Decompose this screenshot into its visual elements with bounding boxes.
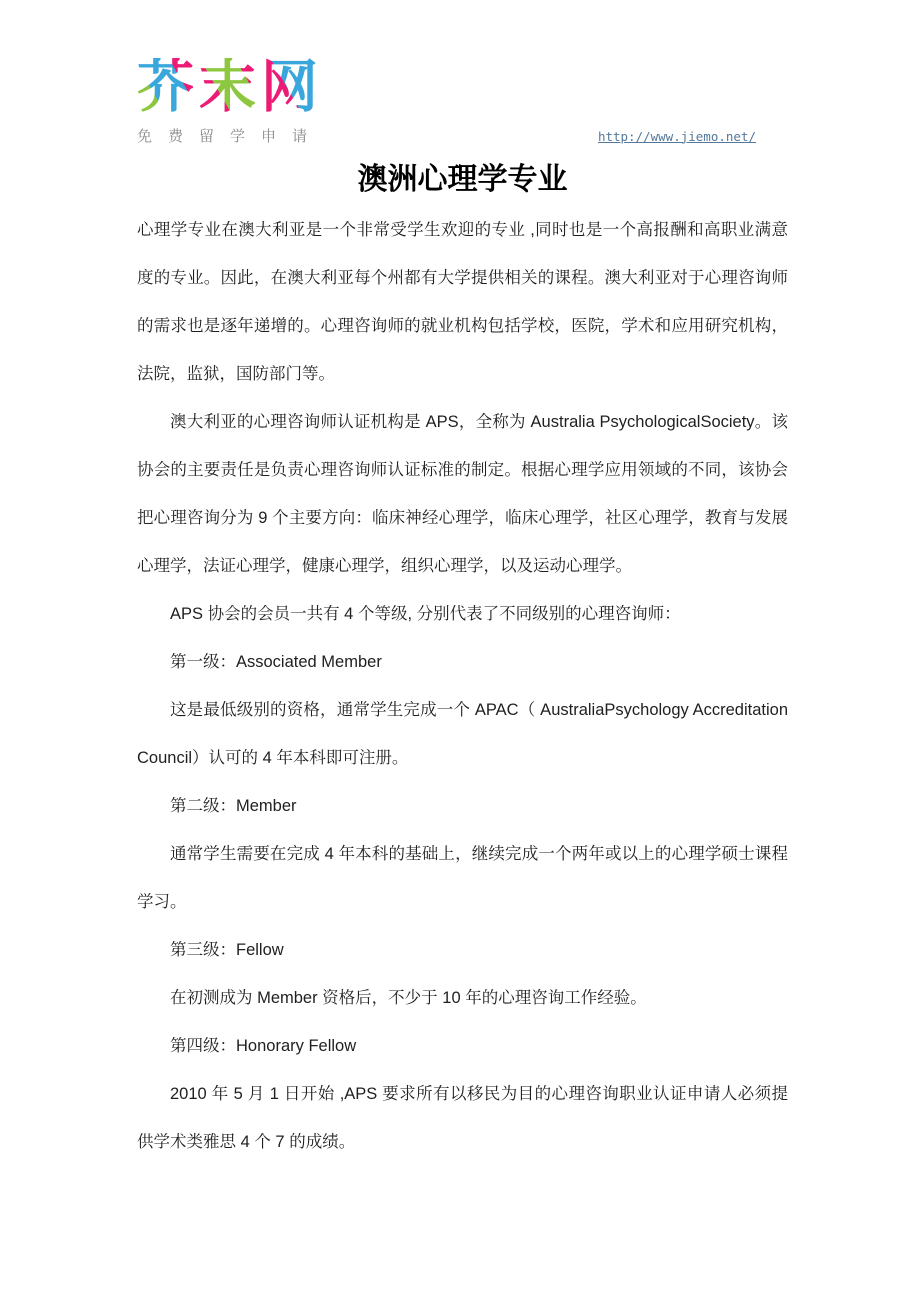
paragraph: 通常学生需要在完成 4 年本科的基础上，继续完成一个两年或以上的心理学硕士课程学习。 (137, 844, 788, 911)
document-header (137, 55, 788, 146)
paragraph: 第二级：Member (170, 796, 297, 815)
logo-wordmark: 芥末网 (137, 55, 323, 119)
paragraph: 第三级：Fellow (170, 940, 284, 959)
paragraph: APS 协会的会员一共有 4 个等级, 分别代表了不同级别的心理咨询师： (170, 604, 681, 623)
jiemo-logo (137, 55, 324, 146)
paragraph: 在初测成为 Member 资格后，不少于 10 年的心理咨询工作经验。 (170, 988, 647, 1007)
document-body (137, 206, 788, 1166)
site-url-link[interactable]: http://www.jiemo.net/ (597, 128, 756, 144)
paragraph: 2010 年 5 月 1 日开始 ,APS 要求所有以移民为目的心理咨询职业认证申请人必须提供学术类雅思 4 个 7 的成绩。 (137, 1084, 788, 1151)
paragraph: 第一级：Associated Member (170, 652, 382, 671)
paragraph: 心理学专业在澳大利亚是一个非常受学生欢迎的专业 ,同时也是一个高报酬和高职业满意度的专业。因此，在澳大利亚每个州都有大学提供相关的课程。澳大利亚对于心理咨询师的需求也是逐年递增的。心理咨询师的就业机构包括学校，医院，学术和应用研究机构，法院，监狱，国防部门等。 (137, 220, 788, 383)
paragraph: 第四级：Honorary Fellow (170, 1036, 357, 1055)
paragraph: 澳大利亚的心理咨询师认证机构是 APS，全称为 Australia PsychologicalSociety。该协会的主要责任是负责心理咨询师认证标准的制定。根据心理学应用领域的不同，该协会把心理咨询分为 9 个主要方向：临床神经心理学，临床心理学，社区心理学，教育与发展心理学，法证心理学，健康心理学，组织心理学，以及运动心理学。 (137, 412, 788, 575)
page-title: 澳洲心理学专业 (357, 162, 568, 196)
logo-subtitle: 免费留学申请 (137, 127, 324, 145)
paragraph: 这是最低级别的资格，通常学生完成一个 APAC（ AustraliaPsychology Accreditation Council）认可的 4 年本科即可注册。 (137, 700, 788, 767)
